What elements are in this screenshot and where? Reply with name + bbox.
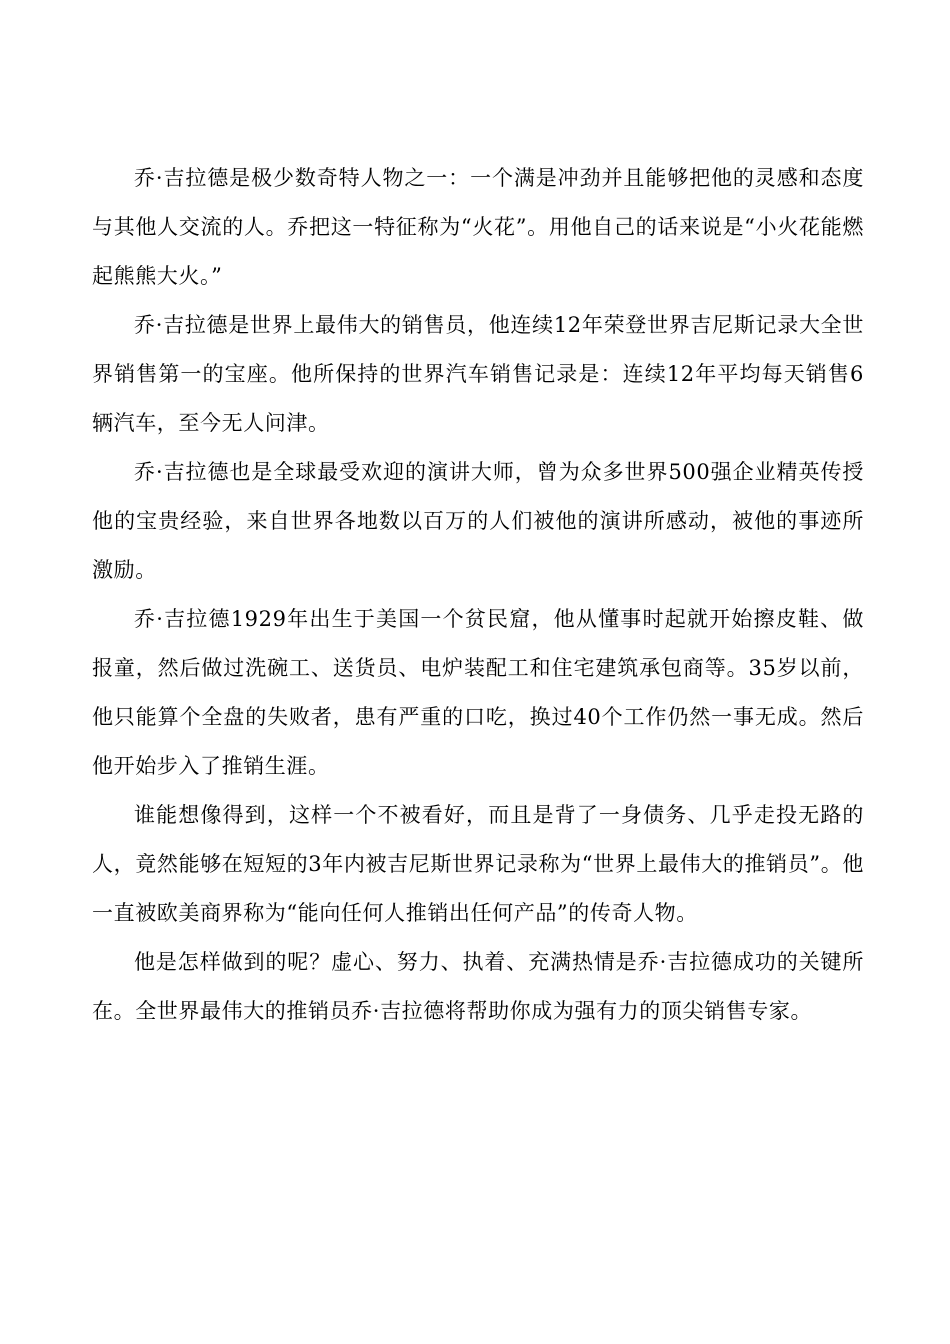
- paragraph-1: 乔·吉拉德是极少数奇特人物之一：一个满是冲劲并且能够把他的灵感和态度与其他人交流的人。乔把这一特征称为“火花”。用他自己的话来说是“小火花能燃起熊熊大火。”: [92, 166, 864, 288]
- paragraph-2: 乔·吉拉德是世界上最伟大的销售员，他连续12年荣登世界吉尼斯记录大全世界销售第一的宝座。他所保持的世界汽车销售记录是：连续12年平均每天销售6辆汽车，至今无人问津。: [92, 313, 864, 435]
- paragraph-5: 谁能想像得到，这样一个不被看好，而且是背了一身债务、几乎走投无路的人，竟然能够在短短的3年内被吉尼斯世界记录称为“世界上最伟大的推销员”。他一直被欧美商界称为“能向任何人推销出任何产品”的传奇人物。: [92, 803, 864, 925]
- document-body: [92, 154, 864, 1036]
- paragraph-3: 乔·吉拉德也是全球最受欢迎的演讲大师，曾为众多世界500强企业精英传授他的宝贵经验，来自世界各地数以百万的人们被他的演讲所感动，被他的事迹所激励。: [92, 460, 864, 582]
- paragraph-4: 乔·吉拉德1929年出生于美国一个贫民窟，他从懂事时起就开始擦皮鞋、做报童，然后做过洗碗工、送货员、电炉装配工和住宅建筑承包商等。35岁以前，他只能算个全盘的失败者，患有严重的口吃，换过40个工作仍然一事无成。然后他开始步入了推销生涯。: [92, 607, 864, 778]
- paragraph-6: 他是怎样做到的呢？虚心、努力、执着、充满热情是乔·吉拉德成功的关键所在。全世界最伟大的推销员乔·吉拉德将帮助你成为强有力的顶尖销售专家。: [92, 950, 864, 1023]
